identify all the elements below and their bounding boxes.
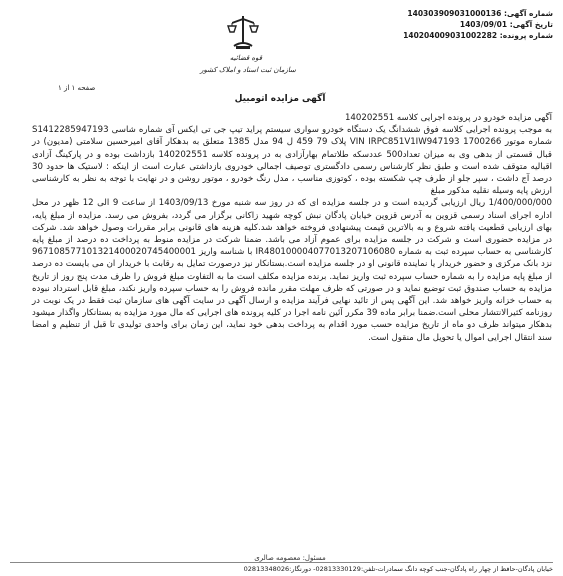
footer-divider xyxy=(10,562,553,563)
org-name-judiciary: قوه قضائیه xyxy=(229,54,263,62)
notice-paragraph-3: 1/400/000/000 ریال ارزیابی گردیده است و در جلسه مزایده ای که در روز سه شنبه مورخ 1403/09/13 از ساعت 9 الی 12 ظهر در محل اداره اجرای اسناد رسمی قزوین به آدرس قزوین خیابان پادگان نبش کوچه شهید زاکانی برگزار می گردد، بفروش می رسد. مزایده از مبلغ پایه، بهای ارزیابی قطعیت یافته شروع و به بالاترین قیمت پیشنهادی فروخته خواهد شد.کلیه هزینه های قانونی برابر مقررات وصول خواهد شد. شرکت در مزایده حضوری است و شرکت در جلسه مزایده برای عموم آزاد می باشد. ضمنا شرکت در مزایده منوط به پرداخت ده درصد از مبلغ پایه کارشناسی به حساب سپرده ثبت به شماره IR480100004077013207106080 با شناسه واریز 967108577101321400020745400001 نزد بانک مرکزی و حضور خریدار یا نماینده قانونی او در جلسه مزایده است.بستانکار نیز درصورت تمایل به رقابت با خریدار ان می بایست ده درصد از مبلغ پایه مزایده را به شماره حساب سپرده ثبت واریز نماید. برنده مزایده مکلف است ما به التفاوت مبلغ فروش را ظرف مدت پنج روز از تاریخ مزایده به حساب صندوق ثبت توضیع نماید و در صورتی که ظرف مهلت مقرر مانده فروش را به حساب سپرده واریز نکند، مبلغ قابل استرداد نبوده به حساب خزانه واریز خواهد شد. این آگهی پس از تائید نهایی فرآیند مزایده و ارسال آگهی در سایت آگهی های سازمان ثبت فقط در یک نوبت در روزنامه کثیرالانتشار محلی است.ضمنا برابر ماده 39 مکرر آئین نامه اجرا در کلیه پرونده های اجرایی که مال مورد مزایده به بستانکار واگذار میشود بدهکار میتواند ظرف دو ماه از تاریخ مزایده حسب مورد اقدام به پرداخت بدهی خود نماید، این زمان برای واحدی تولیدی تا قبل از تنظیم و امضا سند انتقال اجرایی اموال یا تحویل مال منقول است. xyxy=(32,198,553,343)
org-name-registration: سازمان ثبت اسناد و املاک کشور xyxy=(200,66,296,74)
signature: مسئول: معصومه صالری xyxy=(254,554,326,562)
notice-date: 1403/09/01 xyxy=(459,20,508,29)
file-number-label: شماره پرونده: xyxy=(499,31,553,40)
file-number-row xyxy=(353,30,553,41)
notice-metadata xyxy=(353,8,553,41)
footer-address: خیابان پادگان-حافظ از چهار راه پادگان-جنب کوچه دانگ سمادرات-تلفن:02813330129- دورنگار:02813348026 xyxy=(243,565,553,573)
notice-date-label: تاریخ آگهی: xyxy=(509,20,553,29)
notice-number-row xyxy=(353,8,553,19)
notice-number-label: شماره آگهی: xyxy=(503,9,553,18)
notice-title: آگهی مزایده اتومبیل xyxy=(234,94,326,104)
notice-paragraph-1: آگهی مزایده خودرو در پرونده اجرایی کلاسه 140202551 xyxy=(344,113,552,123)
notice-body xyxy=(32,112,552,344)
notice-paragraph-2: به موجب پرونده اجرایی کلاسه فوق ششدانگ یک دستگاه خودرو سواری سیستم پراید تیپ جی تی ایکس آی شماره شاسی S1412285947193 شماره موتور 1700266 VIN IRPC851V1IW947193 پلاک 79 459 ل 94 مدل 1385 متعلق به بدهکار آقای امیرحسین سلامتی (مدیون) در قبال قسمتی از بدهی وی به میزان تعداد500 عددسکه طلاتمام بهارآزادی به در پرونده کلاسه 140202551 بازداشت بوده و در پارکینگ آزادی اقبالیه متوقف شده است و طبق نظر کارشناس رسمی دادگستری توصیف اجمالی خودروی بازداشتی عبارت است از اینکه : لاستیک ها حدود 30 درصد آج داشت ، سپر جلو از طرف چپ شکسته بوده ، کوتوزی مناسب ، مدل رنگ خودرو ، موتور روشن و در نهایت با توجه به نظر به کارشناسی ارزش پایه وسیله نقلیه مذکور مبلغ xyxy=(32,125,553,197)
notice-date-row xyxy=(353,19,553,30)
judiciary-emblem-icon xyxy=(220,12,266,52)
page-info: صفحه ۱ از ۱ xyxy=(58,84,96,92)
notice-number: 140303909031000136 xyxy=(407,9,502,18)
file-number: 140204009031002282 xyxy=(403,31,498,40)
